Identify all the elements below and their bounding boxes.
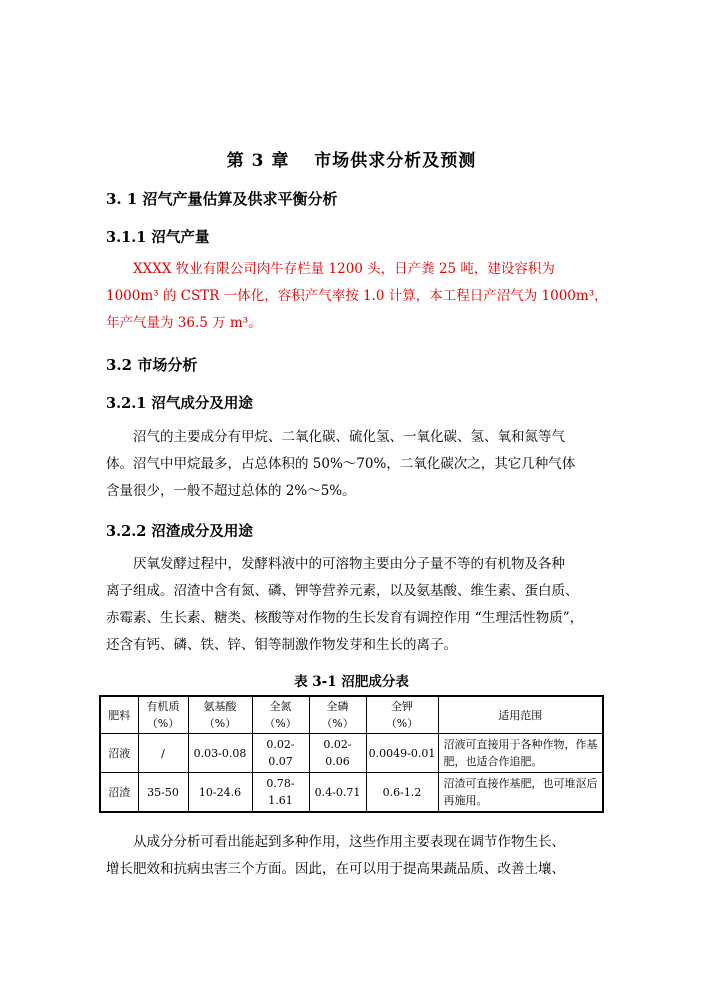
column-header: 全钾 （%） [366, 696, 438, 734]
table-cell: 0.78-1.61 [252, 773, 309, 813]
paragraph-line: 厌氧发酵过程中，发酵料液中的可溶物主要由分子量不等的有机物及各种 [133, 556, 565, 572]
table-cell: 0.02-0.07 [252, 734, 309, 773]
paragraph-line: 赤霉素、生长素、糖类、核酸等对作物的生长发育有调控作用 “生理活性物质”， [106, 610, 584, 626]
section-3-1-title: 3. 1 沼气产量估算及供求平衡分析 [106, 190, 338, 208]
residue-composition-paragraph [106, 551, 606, 659]
paragraph-line: 还含有钙、磷、铁、锌、钼等制激作物发芽和生长的离子。 [106, 637, 457, 653]
biogas-output-paragraph [106, 256, 606, 337]
paragraph-line: 增长肥效和抗病虫害三个方面。因此，在可以用于提高果蔬品质、改善土壤、 [106, 861, 565, 877]
paragraph-line: 离子组成。沼渣中含有氮、磷、钾等营养元素，以及氨基酸、维生素、蛋白质、 [106, 583, 579, 599]
chapter-title: 第 3 章 市场供求分析及预测 [226, 151, 477, 171]
table-row [100, 773, 603, 813]
table-cell: 10-24.6 [188, 773, 252, 813]
table-caption: 表 3-1 沼肥成分表 [294, 674, 409, 690]
section-3-2-2-title: 3.2.2 沼渣成分及用途 [106, 523, 253, 540]
paragraph-line: 沼气的主要成分有甲烷、二氧化碳、硫化氢、一氧化碳、氢、氧和氮等气 [133, 429, 565, 445]
column-header: 肥料 [100, 696, 138, 734]
column-header: 氨基酸 （%） [188, 696, 252, 734]
biogas-composition-paragraph [106, 424, 606, 505]
paragraph-line: 含量很少，一般不超过总体的 2%～5%。 [106, 483, 356, 499]
table-cell: 0.4-0.71 [309, 773, 366, 813]
column-header: 适用范围 [438, 696, 603, 734]
table-cell: 0.0049-0.01 [366, 734, 438, 773]
table-cell: 沼渣 [100, 773, 138, 813]
section-3-2-title: 3.2 市场分析 [106, 356, 198, 374]
conclusion-paragraph [106, 829, 606, 883]
table-cell: 沼液 [100, 734, 138, 773]
table-cell: 沼液可直接用于各种作物，作基肥，也适合作追肥。 [438, 734, 603, 773]
table-row [100, 734, 603, 773]
section-3-2-1-title: 3.2.1 沼气成分及用途 [106, 395, 253, 412]
section-3-1-1-title: 3.1.1 沼气产量 [106, 229, 210, 246]
fertilizer-composition-table [99, 695, 604, 813]
column-header: 全氮 （%） [252, 696, 309, 734]
table-header-row [100, 696, 603, 734]
paragraph-line: 年产气量为 36.5 万 m³。 [106, 315, 262, 331]
table-cell: / [138, 734, 188, 773]
column-header: 有机质 （%） [138, 696, 188, 734]
table-cell: 35-50 [138, 773, 188, 813]
column-header: 全磷 （%） [309, 696, 366, 734]
table-cell: 0.03-0.08 [188, 734, 252, 773]
table-cell: 0.02-0.06 [309, 734, 366, 773]
paragraph-line: 从成分分析可看出能起到多种作用，这些作用主要表现在调节作物生长、 [133, 834, 565, 850]
table-cell: 沼渣可直接作基肥，也可堆沤后再施用。 [438, 773, 603, 813]
table-cell: 0.6-1.2 [366, 773, 438, 813]
paragraph-line: 1000m³ 的 CSTR 一体化，容积产气率按 1.0 计算，本工程日产沼气为 1000m³， [106, 288, 608, 304]
paragraph-line: XXXX 牧业有限公司肉牛存栏量 1200 头，日产粪 25 吨，建设容积为 [133, 261, 555, 277]
paragraph-line: 体。沼气中甲烷最多，占总体积的 50%～70%，二氧化碳次之，其它几种气体 [106, 456, 576, 472]
